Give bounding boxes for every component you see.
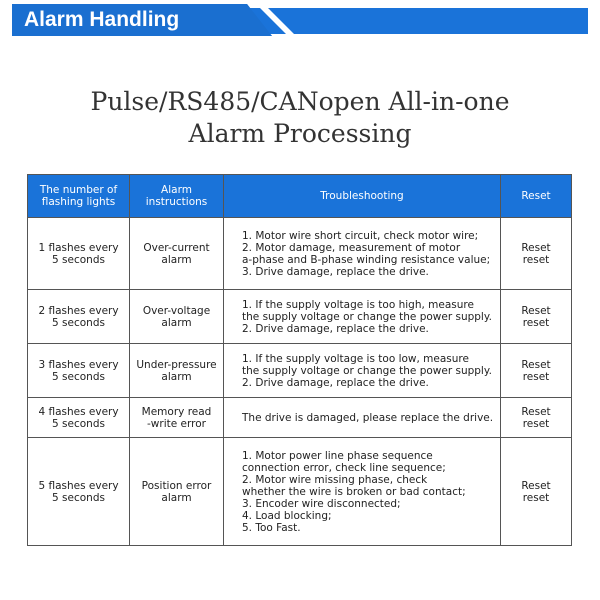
header-alarm-instructions: Alarm instructions	[130, 175, 224, 218]
page-title-line-2: Alarm Processing	[188, 119, 412, 148]
page-title-line-1: Pulse/RS485/CANopen All-in-one	[90, 87, 510, 116]
table-header-row	[28, 175, 572, 218]
cell-instruction: Memory read -write error	[130, 398, 224, 438]
table-row	[28, 290, 572, 344]
cell-troubleshooting: 1. If the supply voltage is too low, measure the supply voltage or change the power supply. 2. Drive damage, replace the drive.	[224, 344, 501, 398]
cell-reset: Reset reset	[501, 218, 572, 290]
cell-instruction: Position error alarm	[130, 438, 224, 546]
cell-instruction: Over-current alarm	[130, 218, 224, 290]
cell-reset: Reset reset	[501, 290, 572, 344]
cell-troubleshooting: 1. If the supply voltage is too high, measure the supply voltage or change the power supply. 2. Drive damage, replace the drive.	[224, 290, 501, 344]
page-title	[0, 86, 600, 150]
table-row	[28, 398, 572, 438]
table-row	[28, 344, 572, 398]
cell-instruction: Under-pressure alarm	[130, 344, 224, 398]
cell-reset: Reset reset	[501, 438, 572, 546]
alarm-table	[27, 174, 572, 546]
header-flashing-lights: The number of flashing lights	[28, 175, 130, 218]
cell-flashes: 5 flashes every 5 seconds	[28, 438, 130, 546]
table-row	[28, 218, 572, 290]
cell-troubleshooting: The drive is damaged, please replace the drive.	[224, 398, 501, 438]
cell-troubleshooting: 1. Motor wire short circuit, check motor wire; 2. Motor damage, measurement of motor a-phase and B-phase winding resistance value; 3. Drive damage, replace the drive.	[224, 218, 501, 290]
table-row	[28, 438, 572, 546]
cell-flashes: 2 flashes every 5 seconds	[28, 290, 130, 344]
header-reset: Reset	[501, 175, 572, 218]
cell-flashes: 4 flashes every 5 seconds	[28, 398, 130, 438]
cell-flashes: 1 flashes every 5 seconds	[28, 218, 130, 290]
cell-reset: Reset reset	[501, 398, 572, 438]
cell-instruction: Over-voltage alarm	[130, 290, 224, 344]
header-troubleshooting: Troubleshooting	[224, 175, 501, 218]
cell-troubleshooting: 1. Motor power line phase sequence connection error, check line sequence; 2. Motor wire missing phase, check whether the wire is broken or bad contact; 3. Encoder wire disconnected; 4. Load blocking; 5. Too Fast.	[224, 438, 501, 546]
cell-reset: Reset reset	[501, 344, 572, 398]
cell-flashes: 3 flashes every 5 seconds	[28, 344, 130, 398]
banner-title: Alarm Handling	[24, 8, 180, 31]
